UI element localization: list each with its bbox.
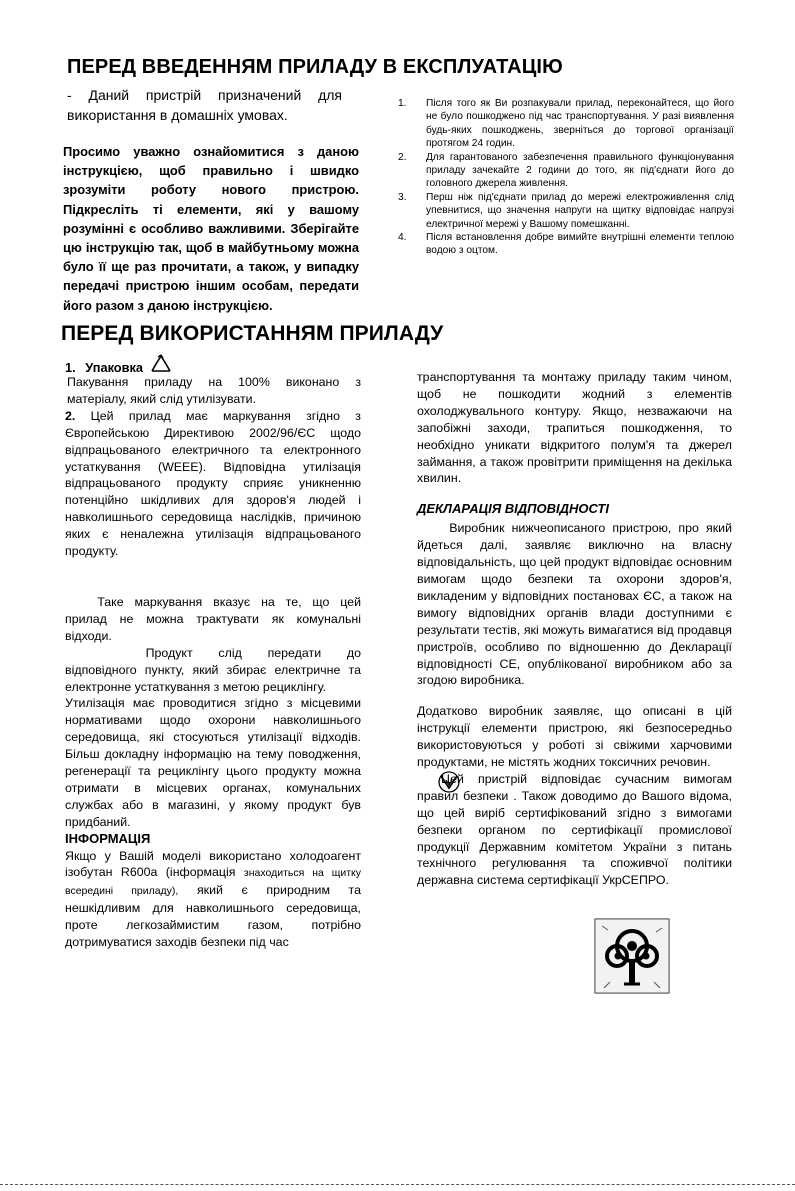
marking-text: Таке маркування вказує на те, що цей прилад не можна трактувати як комунальні відходи. bbox=[65, 594, 361, 643]
safety-text: Цей пристрій відповідає сучасним вимогам правил безпеки . Також доводимо до Вашого відома, що цей виріб сертифікований згідно з вимогами безпеки органом по сертифікації промислової продукції Державним комітетом України з питань технічного регулювання та споживчої політики державна система сертифікації УкрСЕПРО. bbox=[417, 771, 732, 889]
info-heading: ІНФОРМАЦІЯ bbox=[65, 830, 151, 846]
page-title: ПЕРЕД ВВЕДЕННЯМ ПРИЛАДУ В ЕКСПЛУАТАЦІЮ bbox=[67, 56, 563, 78]
weee-text: 2. Цей прилад має маркування згідно з Європейською Директивою 2002/96/ЄС щодо відпрацьованого електричного та електронного устаткування (WEEE). Відповідна утилізація відпрацьованого продукту сприяє уникненню потенційно шкідливих для здоров'я людей і навколишнього середовища наслідків, причиною яких є неналежна утилізація відпрацьованого продукту. bbox=[65, 408, 361, 559]
ukrsepro-mark-icon bbox=[413, 771, 461, 798]
declaration-heading: ДЕКЛАРАЦІЯ ВІДПОВІДНОСТІ bbox=[417, 501, 609, 517]
product-text: Продукт слід передати до відповідного пункту, який збирає електричне та електронне устаткування з метою рециклінгу. bbox=[65, 645, 361, 694]
right-column bbox=[417, 369, 732, 889]
notice-bold: Просимо уважно ознайомитися з даною інструкцією, щоб правильно і швидко зрозуміти роботу нового пристрою. Підкресліть ті елементи, які у вашому розумінні є особливо важливими. Зберігайте цю інструкцію так, щоб в майбутньому можна було її ще раз прочитати, а також, у випадку передачі пристрою іншим особам, передати його разом з даною інструкцією. bbox=[63, 144, 359, 313]
checklist-item: 2. Для гарантованого забезпечення правильного функціонування приладу зачекайте 2 години до того, як під'єднати його до головного джерела живлення. bbox=[398, 151, 734, 190]
packing-heading: 1. Упаковка bbox=[65, 354, 361, 374]
declaration-text: Виробник нижчеописаного пристрою, про який йдеться далі, заявляє виключно на власну відповідальність, що цей продукт відповідає основним вимогам щодо безпеки та охорони здоров'я, викладеним у відповідних постановах ЄС, а також на вимогу відповідних органів влади доступними є результати тестів, які можуть вимагатися від продавця пристроїв, особливо по відношенню до Декларації відповідності СЕ, опублікованої виробником або за згодою виробника. bbox=[417, 521, 732, 688]
utilization-text: Утилізація має проводитися згідно з місцевими нормативами щодо охорони навколишнього середовища, які стосуються утилізації відходів. Більш докладну інформацію на тему поводження, регенерації та рециклінгу цього продукту можна отримати в місцевих органах, комунальних службах або в магазині, у якому продукт був придбаний. bbox=[65, 696, 361, 829]
checklist-item: 4. Після встановлення добре вимийте внутрішні елементи теплою водою з оцтом. bbox=[398, 232, 734, 257]
recycle-icon bbox=[149, 354, 173, 377]
checklist-item: 3. Перш ніж під'єднати прилад до мережі електроживлення слід упевнитися, що значення напруги на щитку відповідає напрузі електричної мережі у Вашому помешканні. bbox=[398, 191, 734, 230]
additional-text: Додатково виробник заявляє, що описані в цій інструкції елементи пристрою, які безпосередньо використовуються у роботі зі свіжими харчовими продуктами, не містять жодних токсичних речовин. bbox=[417, 704, 732, 770]
packing-text: Пакування приладу на 100% виконано з матеріалу, який слід утилізувати. bbox=[67, 375, 361, 406]
transport-text: транспортування та монтажу приладу таким чином, щоб не пошкодити жодний з елементів охолоджувального контуру. Якщо, незважаючи на запобіжні заходи, трапиться пошкодження, то необхідно уникати відкритого полум'я та джерел займання, а також провітрити приміщення на декілька хвилин. bbox=[417, 370, 732, 486]
info-text: Якщо у Вашій моделі використано холодоагент ізобутан R600a (інформація знаходиться на щитку всередині приладу), який є природним та нешкідливим для навколишнього середовища, проте легкозаймистим газом, потрібно дотримуватися заходів безпеки під час bbox=[65, 848, 361, 950]
page-bottom-divider bbox=[0, 1184, 795, 1185]
checklist-item: 1. Після того як Ви розпакували прилад, переконайтеся, що його не було пошкоджено під час транспортування. У разі виявлення будь-яких пошкоджень, зверніться до торгової організації протягом 24 годин. bbox=[398, 98, 734, 150]
checklist bbox=[398, 97, 734, 258]
eco-tree-logo bbox=[594, 918, 670, 999]
left-column bbox=[65, 354, 361, 951]
section-title: ПЕРЕД ВИКОРИСТАННЯМ ПРИЛАДУ bbox=[61, 322, 444, 345]
intro-text: - Даний пристрій призначений для використання в домашніх умовах. bbox=[67, 87, 342, 123]
